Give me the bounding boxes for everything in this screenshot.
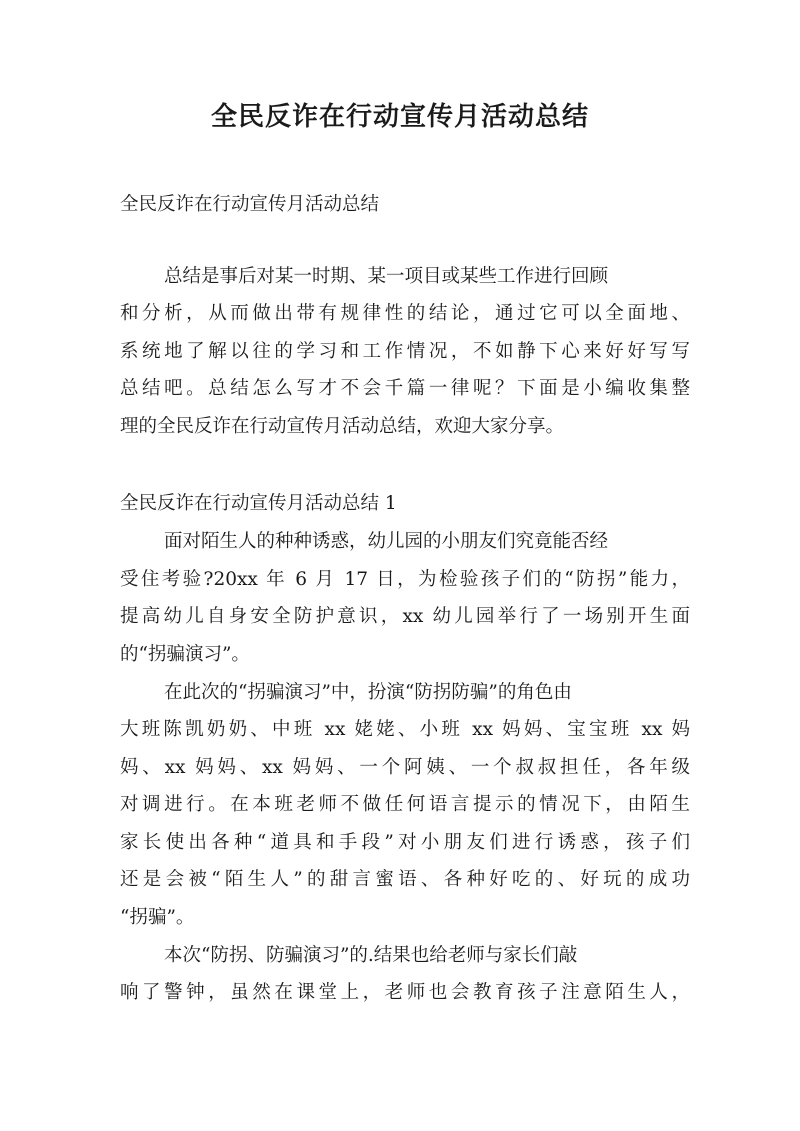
- para1-line: 的“拐骗演习”。: [120, 644, 250, 665]
- document-subtitle: 全民反诈在行动宣传月活动总结: [120, 194, 380, 215]
- document-title: 全民反诈在行动宣传月活动总结: [210, 102, 589, 132]
- para2-line: 在此次的“拐骗演习”中，扮演“防拐防骗”的角色由: [164, 682, 572, 703]
- para3-line: 本次“防拐、防骗演习”的.结果也给老师与家长们敲: [164, 945, 578, 966]
- para2-line: 对调进行。在本班老师不做任何语言提示的情况下，由陌生: [120, 794, 690, 815]
- para2-line: 还是会被“陌生人”的甜言蜜语、各种好吃的、好玩的成功: [120, 869, 690, 890]
- intro-line: 总结是事后对某一时期、某一项目或某些工作进行回顾: [164, 266, 609, 287]
- para1-line: 提高幼儿自身安全防护意识，xx 幼儿园举行了一场别开生面: [120, 606, 690, 627]
- para1-line: 受住考验?20xx 年 6 月 17 日，为检验孩子们的“防拐”能力，: [120, 569, 690, 590]
- para1-line: 面对陌生人的种种诱惑，幼儿园的小朋友们究竟能否经: [164, 531, 609, 552]
- intro-line: 总结吧。总结怎么写才不会千篇一律呢？下面是小编收集整: [120, 378, 690, 399]
- para3-line: 响了警钟，虽然在课堂上，老师也会教育孩子注意陌生人，: [120, 982, 690, 1003]
- para2-line: 大班陈凯奶奶、中班 xx 姥姥、小班 xx 妈妈、宝宝班 xx 妈: [120, 719, 690, 740]
- intro-line: 和分析，从而做出带有规律性的结论，通过它可以全面地、: [120, 303, 690, 324]
- intro-line: 系统地了解以往的学习和工作情况，不如静下心来好好写写: [120, 341, 690, 362]
- para2-line: 家长使出各种“道具和手段”对小朋友们进行诱惑，孩子们: [120, 832, 690, 853]
- section-heading: 全民反诈在行动宣传月活动总结 1: [120, 493, 397, 514]
- para2-line: “拐骗”。: [120, 907, 195, 928]
- para2-line: 妈、xx 妈妈、xx 妈妈、一个阿姨、一个叔叔担任，各年级: [120, 757, 690, 778]
- intro-line: 理的全民反诈在行动宣传月活动总结，欢迎大家分享。: [120, 416, 565, 437]
